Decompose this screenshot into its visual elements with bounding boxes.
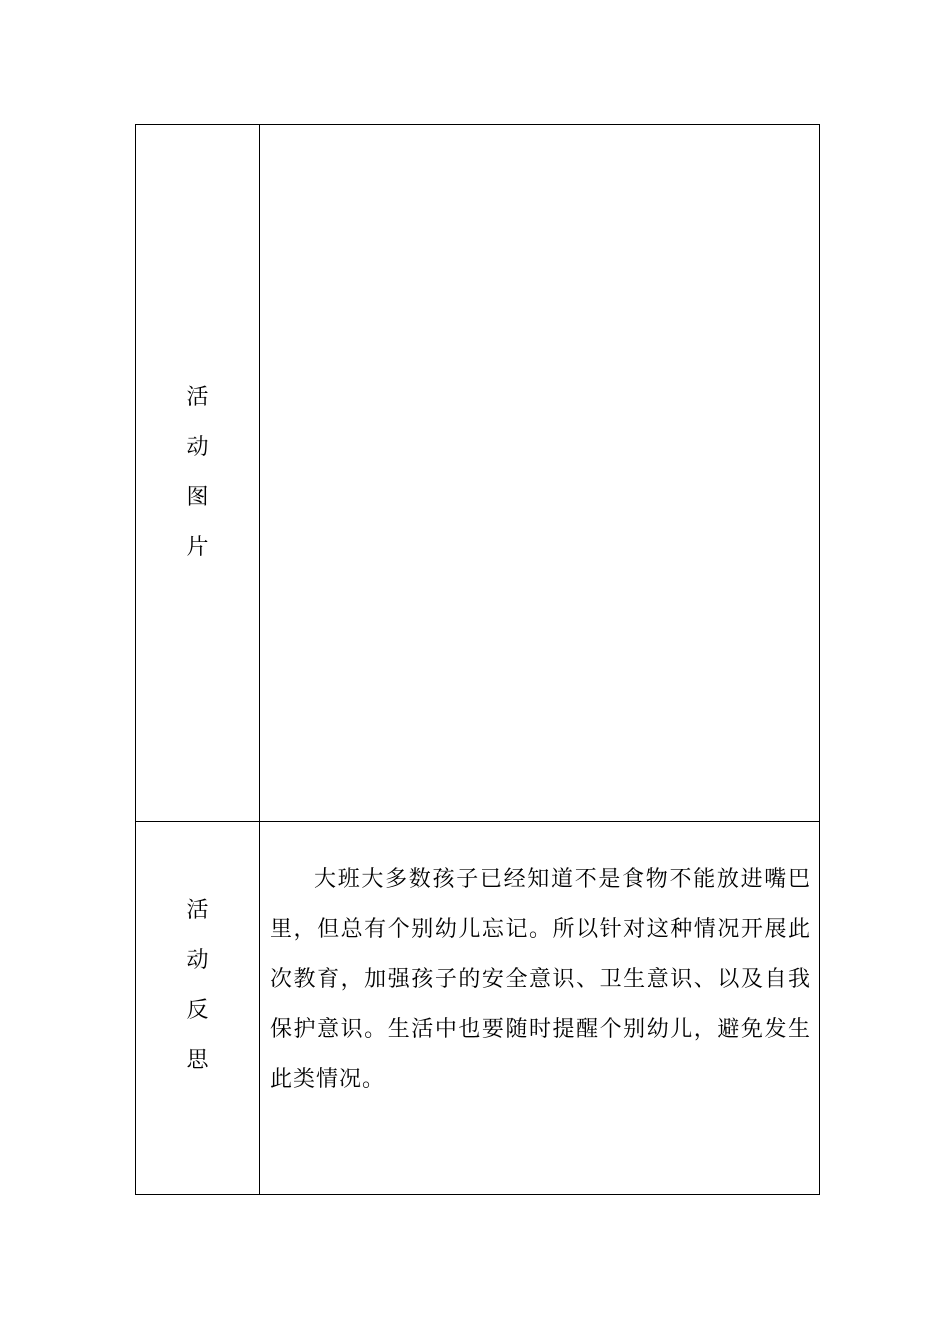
activity-reflection-label [136,886,259,1086]
activity-record-table [135,124,820,1195]
activity-photos-content-cell [260,125,820,822]
activity-reflection-text: 大班大多数孩子已经知道不是食物不能放进嘴巴里，但总有个别幼儿忘记。所以针对这种情况开展此次教育，加强孩子的安全意识、卫生意识、以及自我保护意识。生活中也要随时提醒个别幼儿，避免发生此类情况。 [270,867,811,1092]
activity-photos-row [136,125,820,822]
activity-photos-area [260,125,819,821]
label-char: 反 [186,997,209,1023]
label-char: 活 [186,385,209,410]
activity-reflection-content-cell [260,822,820,1195]
label-char: 片 [186,535,209,560]
label-char: 动 [186,435,209,460]
activity-reflection-row [136,822,820,1195]
label-char: 活 [186,897,209,923]
label-char: 动 [186,947,209,973]
label-char: 图 [186,485,209,510]
activity-reflection-label-cell [136,822,260,1195]
activity-photos-label [136,373,259,573]
label-char: 思 [186,1047,209,1073]
activity-photos-label-cell [136,125,260,822]
